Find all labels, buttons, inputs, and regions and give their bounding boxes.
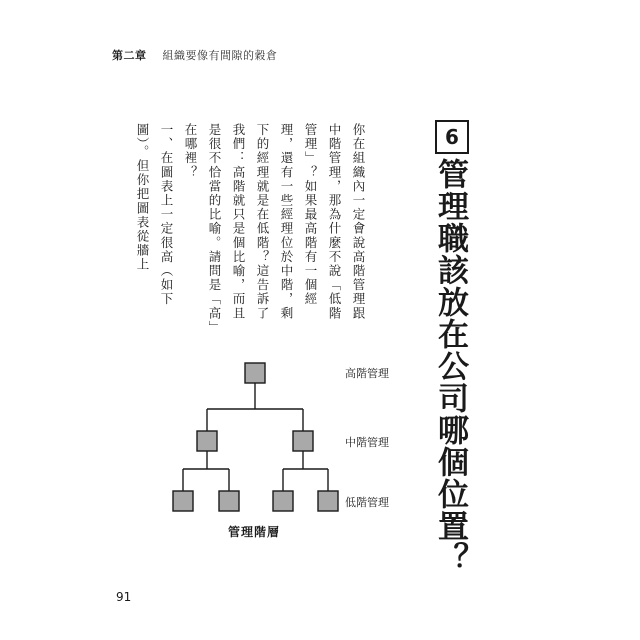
body-paragraph-2: 一、在圖表上一定很高（如下圖）。但你把圖表從牆上 bbox=[135, 123, 174, 307]
label-top-management: 高階管理 bbox=[345, 367, 389, 380]
body-paragraph-1: 你在組織內一定會說高階管理跟中階管理，那為什麼不說「低階管理」？如果最高階有一個經理，還有一些經理位於中階，剩下的經理就是在低階？這告訴了我們：高階就只是個比喻，而且是很不恰當的比喻。請問是「高」在哪裡？ bbox=[183, 123, 366, 329]
section-number: 6 bbox=[445, 125, 459, 149]
body-text bbox=[135, 123, 370, 329]
running-header bbox=[112, 47, 278, 63]
box-low-management-1 bbox=[173, 491, 193, 511]
chapter-label: 第二章 bbox=[112, 49, 147, 62]
box-low-management-3 bbox=[273, 491, 293, 511]
label-middle-management: 中階管理 bbox=[345, 436, 389, 449]
box-middle-management-1 bbox=[197, 431, 217, 451]
section-headline: 管理職該放在公司哪個位置？ bbox=[432, 158, 468, 574]
diagram-caption: 管理階層 bbox=[228, 525, 281, 539]
section-number-box bbox=[435, 120, 469, 154]
box-top-management bbox=[245, 363, 265, 383]
label-low-management: 低階管理 bbox=[345, 496, 389, 509]
box-low-management-4 bbox=[318, 491, 338, 511]
chapter-title: 組織要像有間隙的穀倉 bbox=[162, 49, 278, 62]
box-low-management-2 bbox=[219, 491, 239, 511]
hierarchy-diagram-svg bbox=[165, 355, 345, 520]
box-middle-management-2 bbox=[293, 431, 313, 451]
page-number: 91 bbox=[116, 590, 132, 604]
